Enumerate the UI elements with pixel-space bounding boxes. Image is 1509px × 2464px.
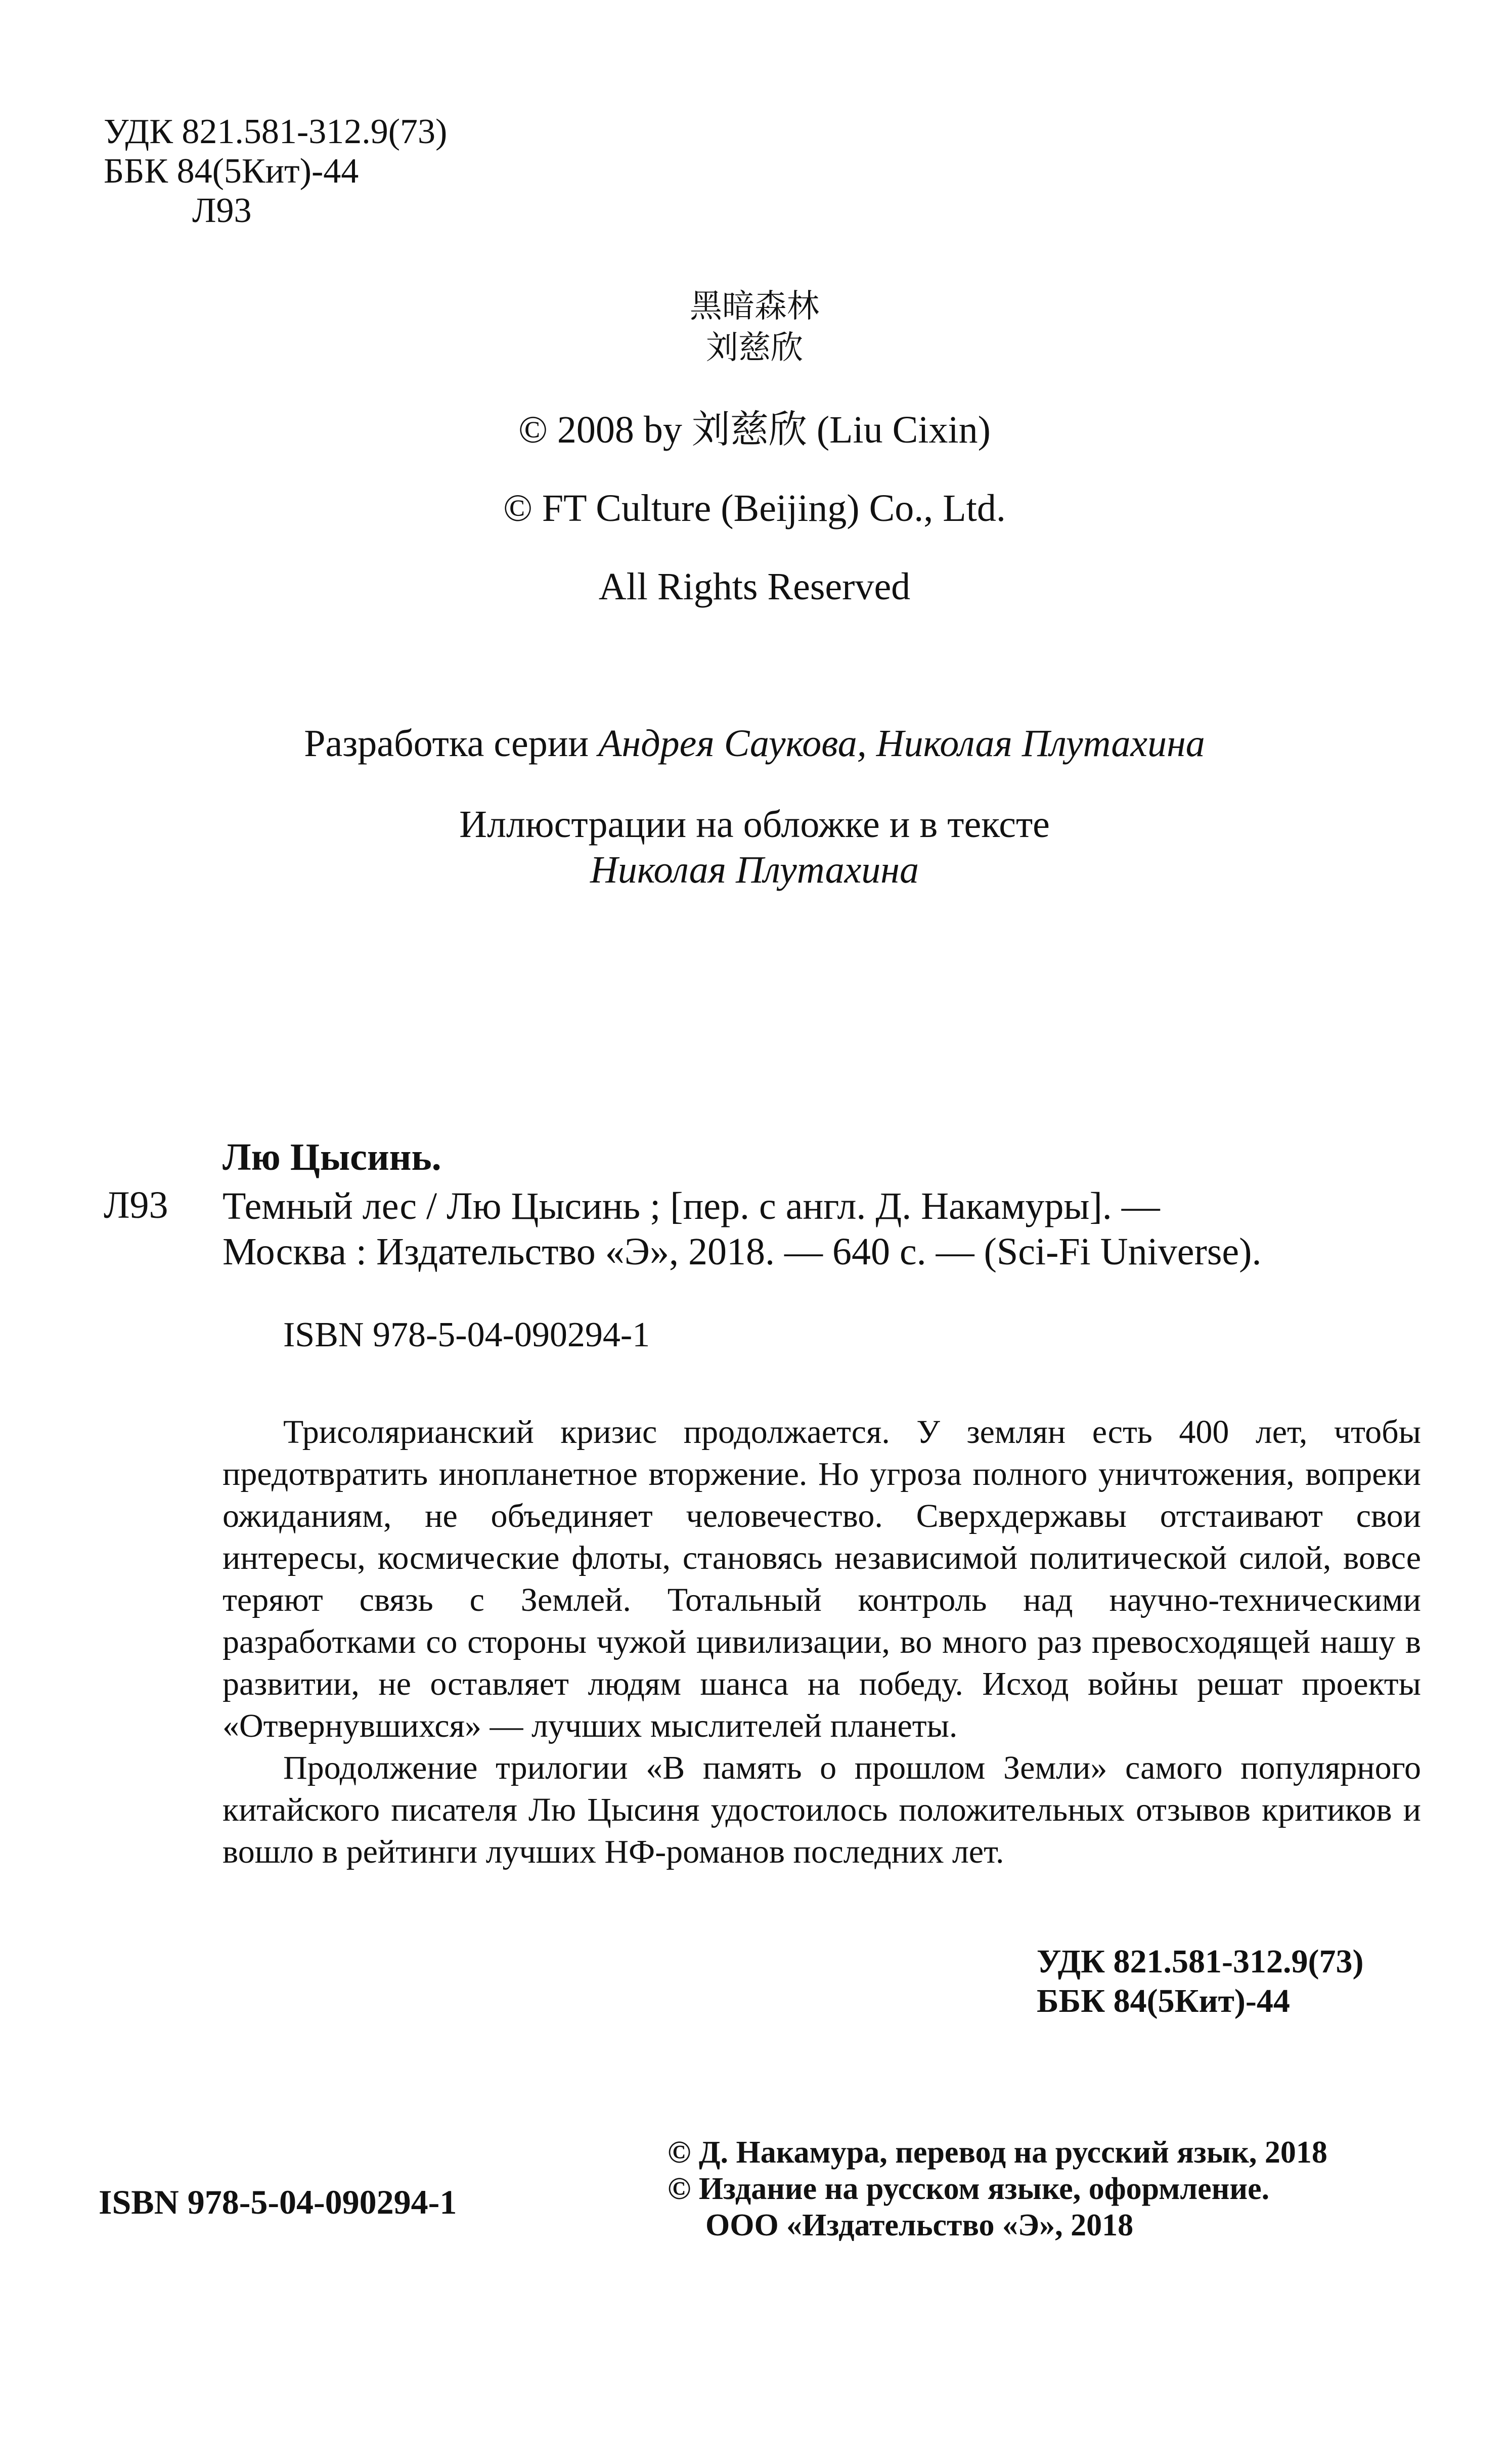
bibliographic-description <box>223 1183 1416 1274</box>
header-classification-codes <box>104 112 447 231</box>
all-rights-reserved: All Rights Reserved <box>598 565 911 608</box>
catalog-sign: Л93 <box>104 1184 168 1226</box>
annotation-paragraph-1: Трисолярианский кризис продолжается. У землян есть 400 лет, чтобы предотвратить инопланетное вторжение. Но угроза полного уничтожения, вопреки ожиданиям, не объединяет человечество. Сверхдержавы отстаивают свои интересы, космические флоты, становясь независимой политической силой, вовсе теряют связь с Землей. Тотальный контроль над научно-техническими разработками со стороны чужой цивилизации, во много раз превосходящей нашу в развитии, не оставляет людям шанса на победу. Исход войны решат проекты «Отвернувшихся» — лучших мыслителей планеты. <box>223 1414 1421 1744</box>
original-title-cjk: 黑暗森林 <box>690 288 819 325</box>
illustrations-name: Николая Плутахина <box>590 849 919 891</box>
catalog-author: Лю Цысинь. <box>223 1136 441 1178</box>
footer-udk-code: УДК 821.581-312.9(73) <box>1037 1943 1364 1980</box>
footer-bbk-code: ББК 84(5Кит)-44 <box>1037 1983 1290 2019</box>
series-credits <box>0 721 1509 766</box>
annotation-paragraph-2: Продолжение трилогии «В память о прошлом Земли» самого популярного китайского писателя Лю Цысиня удостоилось положительных отзывов критиков и вошло в рейтинги лучших НФ-романов последних лет. <box>223 1749 1421 1870</box>
copyright-edition: © Издание на русском языке, оформление. <box>668 2172 1270 2206</box>
annotation <box>223 1411 1421 1873</box>
original-title-block <box>0 286 1509 369</box>
footer-copyrights <box>668 2134 1327 2243</box>
copyright-translation: © Д. Накамура, перевод на русский язык, 2018 <box>668 2135 1327 2170</box>
series-label: Разработка серии <box>304 722 589 765</box>
copyright-publisher: ООО «Издательство «Э», 2018 <box>705 2208 1134 2242</box>
bibliographic-line-1: Темный лес / Лю Цысинь ; [пер. с англ. Д. Накамуры]. — <box>223 1185 1160 1227</box>
bbk-code: ББК 84(5Кит)-44 <box>104 152 359 191</box>
series-names: Андрея Саукова, Николая Плутахина <box>598 722 1205 765</box>
footer-classification-codes <box>1037 1942 1363 2021</box>
illustration-credits <box>0 802 1509 893</box>
original-author-cjk: 刘慈欣 <box>706 329 803 367</box>
copyright-author: © 2008 by 刘慈欣 (Liu Cixin) <box>518 409 991 451</box>
copyright-rights-holder: © FT Culture (Beijing) Co., Ltd. <box>503 487 1006 530</box>
bibliographic-line-2: Москва : Издательство «Э», 2018. — 640 с. — (Sci-Fi Universe). <box>223 1230 1262 1273</box>
udk-code: УДК 821.581-312.9(73) <box>104 112 448 151</box>
catalog-isbn: ISBN 978-5-04-090294-1 <box>283 1315 650 1354</box>
footer-isbn: ISBN 978-5-04-090294-1 <box>99 2183 457 2221</box>
illustrations-label: Иллюстрации на обложке и в тексте <box>459 803 1050 846</box>
author-sign: Л93 <box>192 191 252 230</box>
